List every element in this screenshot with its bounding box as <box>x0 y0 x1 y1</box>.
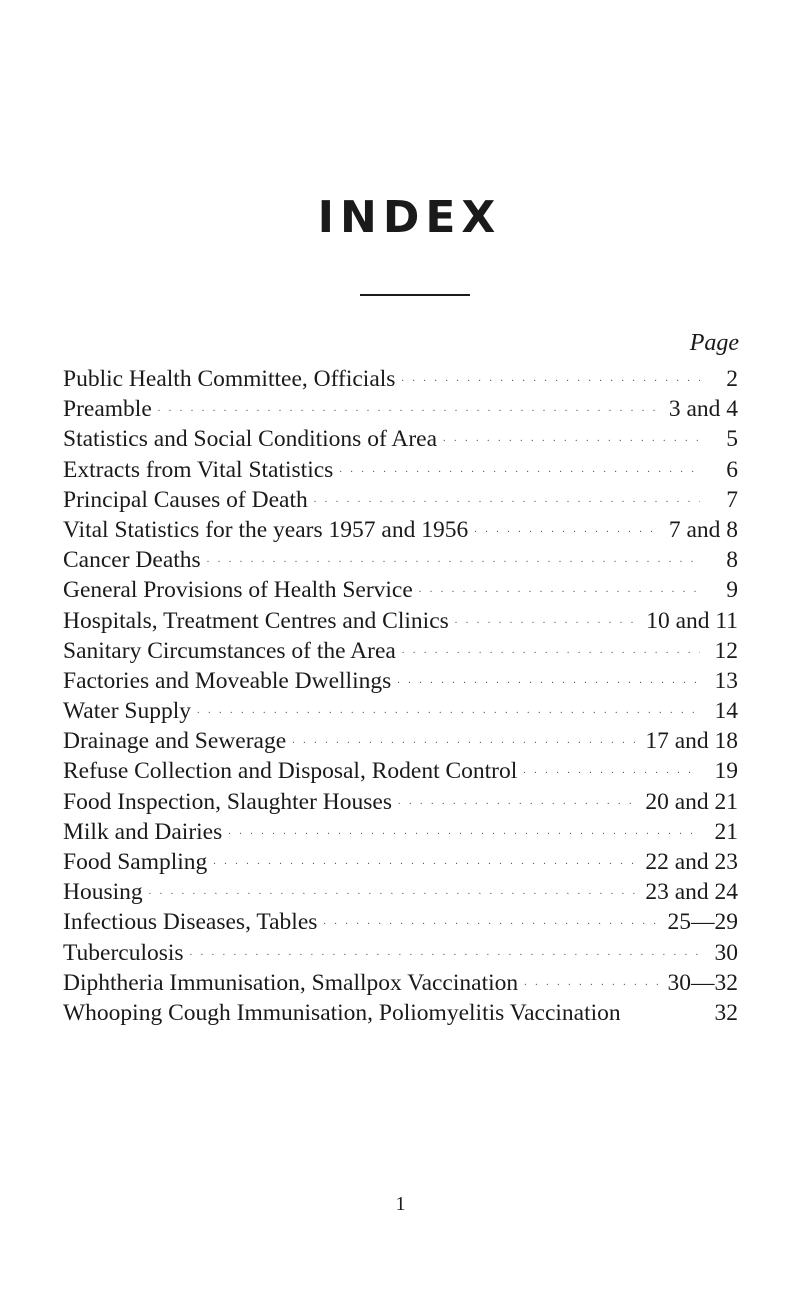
index-entry <box>63 789 738 819</box>
entry-page: 2 <box>726 366 738 392</box>
entry-page: 3 and 4 <box>668 396 738 423</box>
dot-leader <box>149 879 638 899</box>
dot-leader <box>207 547 700 567</box>
index-entry <box>63 547 738 577</box>
index-entry <box>63 728 738 758</box>
index-entry <box>63 366 738 396</box>
page-number: 1 <box>395 1193 406 1215</box>
entry-page: 6 <box>726 456 738 483</box>
dot-leader <box>213 849 637 869</box>
entry-label: General Provisions of Health Service <box>63 577 413 604</box>
index-entry <box>63 879 738 909</box>
index-entry <box>63 638 738 668</box>
entry-label: Cancer Deaths <box>63 547 201 574</box>
entry-label: Sanitary Circumstances of the Area <box>63 637 396 664</box>
entry-page: 9 <box>726 577 738 604</box>
dot-leader <box>455 608 638 628</box>
entry-page: 21 <box>714 818 738 845</box>
entry-label: Public Health Committee, Officials <box>63 366 396 392</box>
dot-leader <box>314 487 700 507</box>
entry-label: Preamble <box>63 396 152 423</box>
entry-page: 20 and 21 <box>645 788 738 815</box>
index-entry <box>63 758 738 788</box>
entry-label: Water Supply <box>63 698 191 725</box>
dot-leader <box>228 819 700 839</box>
dot-leader <box>190 940 700 960</box>
dot-leader <box>443 426 700 446</box>
index-entry <box>63 457 738 487</box>
entry-page: 8 <box>726 547 738 574</box>
entry-label: Refuse Collection and Disposal, Rodent Control <box>63 758 518 785</box>
entry-page: 25—29 <box>667 909 738 936</box>
entry-label: Principal Causes of Death <box>63 486 308 513</box>
dot-leader <box>398 789 637 809</box>
entry-label: Statistics and Social Conditions of Area <box>63 426 438 453</box>
entry-page: 12 <box>714 637 738 664</box>
entry-page: 5 <box>726 426 738 453</box>
entry-label: Tuberculosis <box>63 939 184 966</box>
entry-label: Milk and Dairies <box>63 818 223 845</box>
dot-leader <box>401 366 700 386</box>
entry-label: Infectious Diseases, Tables <box>63 909 318 936</box>
entry-page: 7 <box>726 486 738 513</box>
page-title: INDEX <box>317 192 502 243</box>
entry-label: Food Sampling <box>63 849 208 875</box>
index-entry <box>63 1000 738 1030</box>
entry-label: Extracts from Vital Statistics <box>63 456 334 483</box>
entry-label: Food Inspection, Slaughter Houses <box>63 788 392 815</box>
entry-label: Hospitals, Treatment Centres and Clinics <box>63 607 449 634</box>
dot-leader <box>402 638 700 658</box>
dot-leader <box>397 668 700 688</box>
entry-page: 17 and 18 <box>645 728 738 755</box>
index-entry <box>63 577 738 607</box>
index-entry <box>63 668 738 698</box>
index-entry <box>63 517 738 547</box>
entry-page: 32 <box>714 999 738 1026</box>
entry-page: 13 <box>714 667 738 694</box>
entry-page: 22 and 23 <box>645 849 738 875</box>
index-list <box>63 366 738 1030</box>
dot-leader <box>523 758 700 778</box>
entry-label: Whooping Cough Immunisation, Poliomyelitis Vaccination <box>63 999 621 1026</box>
index-entry <box>63 819 738 849</box>
entry-label: Housing <box>63 879 143 906</box>
dot-leader <box>339 457 700 477</box>
entry-page: 10 and 11 <box>646 607 738 634</box>
title-rule <box>360 294 470 296</box>
index-entry <box>63 849 738 879</box>
index-entry <box>63 396 738 426</box>
dot-leader <box>197 698 700 718</box>
entry-page: 30—32 <box>667 969 738 996</box>
index-entry <box>63 909 738 939</box>
entry-label: Diphtheria Immunisation, Smallpox Vaccination <box>63 969 519 996</box>
entry-label: Factories and Moveable Dwellings <box>63 667 392 694</box>
dot-leader <box>323 909 659 929</box>
index-entry <box>63 940 738 970</box>
dot-leader <box>158 396 661 416</box>
dot-leader <box>419 577 700 597</box>
entry-label: Drainage and Sewerage <box>63 728 287 755</box>
entry-page: 7 and 8 <box>668 516 738 543</box>
dot-leader <box>627 1000 700 1020</box>
entry-page: 30 <box>714 939 738 966</box>
entry-label: Vital Statistics for the years 1957 and 1956 <box>63 516 469 543</box>
dot-leader <box>524 970 659 990</box>
index-entry <box>63 608 738 638</box>
index-entry <box>63 487 738 517</box>
dot-leader <box>474 517 661 537</box>
entry-page: 19 <box>714 758 738 785</box>
dot-leader <box>292 728 637 748</box>
entry-page: 14 <box>714 698 738 725</box>
page-column-header: Page <box>689 330 739 356</box>
index-entry <box>63 970 738 1000</box>
entry-page: 23 and 24 <box>645 879 738 906</box>
index-entry <box>63 698 738 728</box>
index-entry <box>63 426 738 456</box>
